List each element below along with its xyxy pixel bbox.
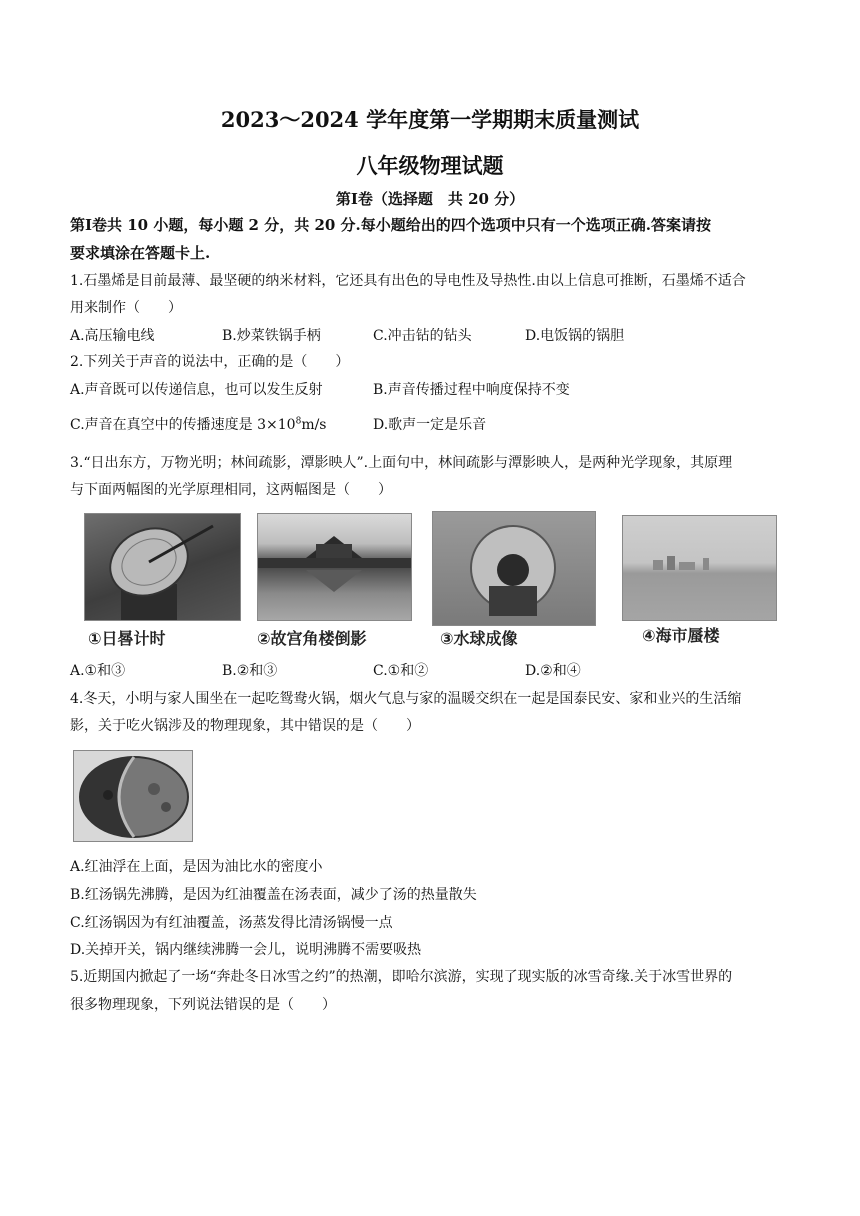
q2-option-b: B.声音传播过程中响度保持不变 xyxy=(373,382,570,398)
photo-caption-1: ①日晷计时 xyxy=(88,629,166,648)
instructions-line-1: 第Ⅰ卷共 10 小题，每小题 2 分，共 20 分.每小题给出的四个选项中只有一个选项正确.答案请按 xyxy=(70,216,711,234)
q5-stem-line-1: 5.近期国内掀起了一场“奔赴冬日冰雪之约”的热潮，即哈尔滨游，实现了现实版的冰雪奇缘.关于冰雪世界的 xyxy=(70,969,733,985)
water-ball-image xyxy=(433,512,595,625)
q3-option-c: C.①和② xyxy=(373,663,429,679)
mirage-image xyxy=(623,516,776,620)
q1-option-d: D.电饭锅的锅胆 xyxy=(525,328,625,344)
q4-option-d: D.关掉开关，锅内继续沸腾一会儿，说明沸腾不需要吸热 xyxy=(70,942,422,958)
q1-option-c: C.冲击钻的钻头 xyxy=(373,328,472,344)
exam-subtitle: 八年级物理试题 xyxy=(356,153,504,178)
q2-option-c xyxy=(70,414,327,434)
q3-option-b: B.②和③ xyxy=(222,663,278,679)
q4-stem-line-1: 4.冬天，小明与家人围坐在一起吃鸳鸯火锅，烟火气息与家的温暖交织在一起是国泰民安、家和业兴的生活缩 xyxy=(70,691,742,707)
sundial-image xyxy=(85,514,240,620)
hotpot-image xyxy=(74,751,192,841)
photo-caption-4: ④海市蜃楼 xyxy=(642,626,720,645)
q5-stem-line-2: 很多物理现象，下列说法错误的是（ ） xyxy=(70,997,336,1013)
hotpot-photo xyxy=(73,750,193,842)
photo-caption-2: ②故宫角楼倒影 xyxy=(257,629,367,648)
q4-option-a: A.红油浮在上面，是因为油比水的密度小 xyxy=(70,859,323,875)
q2-option-c-exponent: 8 xyxy=(295,416,302,427)
q4-option-c: C.红汤锅因为有红油覆盖，汤蒸发得比清汤锅慢一点 xyxy=(70,915,393,931)
q2-option-a: A.声音既可以传递信息，也可以发生反射 xyxy=(70,382,323,398)
q1-option-a: A.高压输电线 xyxy=(70,328,155,344)
q1-stem-line-1: 1.石墨烯是目前最薄、最坚硬的纳米材料，它还具有出色的导电性及导热性.由以上信息可推断，石墨烯不适合 xyxy=(70,273,746,289)
q2-option-c-unit: m/s xyxy=(301,417,327,433)
q3-stem-line-2: 与下面两幅图的光学原理相同，这两幅图是（ ） xyxy=(70,482,392,498)
photo-caption-3: ③水球成像 xyxy=(440,629,518,648)
mirage-photo xyxy=(622,515,777,621)
sundial-photo xyxy=(84,513,241,621)
instructions-line-2: 要求填涂在答题卡上. xyxy=(70,244,211,262)
section-heading: 第Ⅰ卷（选择题 共 20 分） xyxy=(335,190,525,208)
q1-stem-line-2: 用来制作（ ） xyxy=(70,300,182,316)
q4-stem-line-2: 影，关于吃火锅涉及的物理现象，其中错误的是（ ） xyxy=(70,718,420,734)
q2-stem: 2.下列关于声音的说法中，正确的是（ ） xyxy=(70,354,350,370)
q2-option-d: D.歌声一定是乐音 xyxy=(373,417,487,433)
palace-reflection-image xyxy=(258,514,411,620)
q3-option-d: D.②和④ xyxy=(525,663,581,679)
q1-option-b: B.炒菜铁锅手柄 xyxy=(222,328,321,344)
exam-title: 2023～2024 学年度第一学期期末质量测试 xyxy=(220,107,640,132)
q3-option-a: A.①和③ xyxy=(70,663,126,679)
q4-option-b: B.红汤锅先沸腾，是因为红油覆盖在汤表面，减少了汤的热量散失 xyxy=(70,887,477,903)
q2-option-c-text: C.声音在真空中的传播速度是 3×10 xyxy=(70,417,296,433)
q3-stem-line-1: 3.“日出东方，万物光明；林间疏影，潭影映人”.上面句中，林间疏影与潭影映人，是两种光学现象，其原理 xyxy=(70,455,733,471)
palace-reflection-photo xyxy=(257,513,412,621)
water-ball-photo xyxy=(432,511,596,626)
